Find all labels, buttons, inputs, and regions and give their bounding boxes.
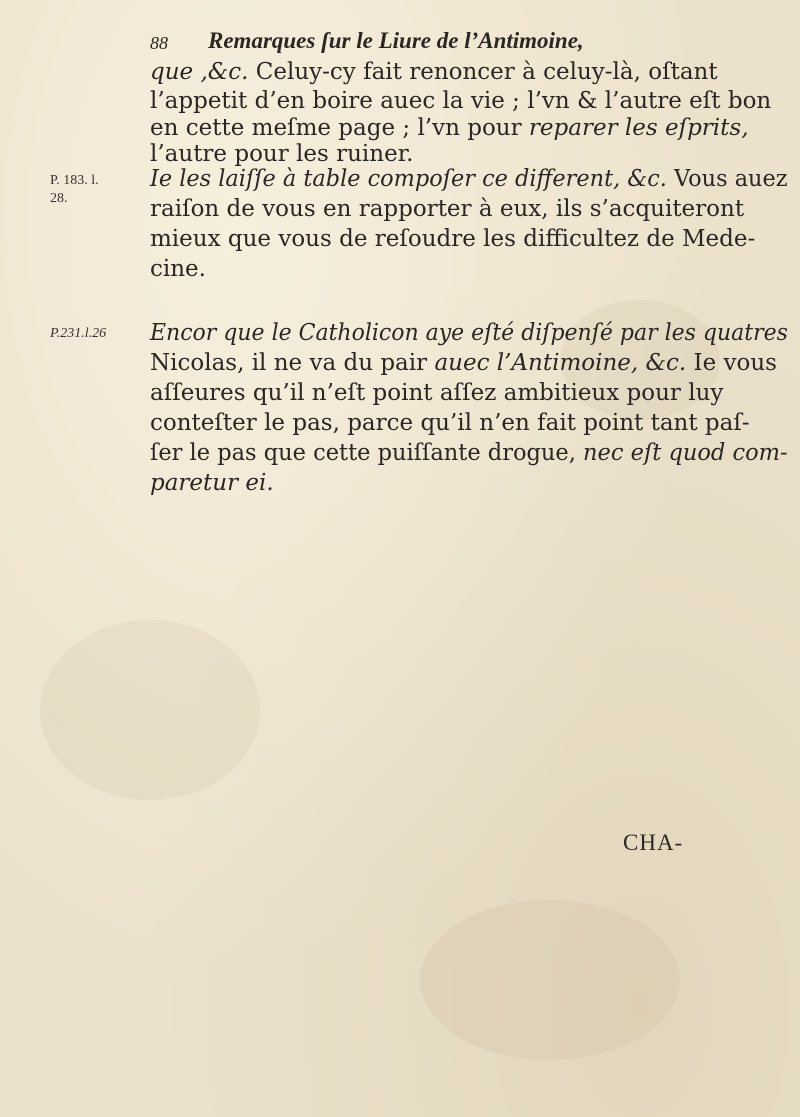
italic-segment: paretur ei. — [150, 470, 274, 496]
italic-segment: Ie les laiſſe à table compoſer ce different, &c. — [150, 166, 667, 192]
text-line — [150, 196, 744, 223]
text-line — [150, 59, 718, 86]
text-segment: mieux que vous de reſoudre les difficultez de Mede- — [150, 226, 756, 252]
italic-segment: nec eſt quod com- — [583, 440, 788, 466]
text-line — [150, 410, 750, 437]
text-line — [150, 141, 414, 168]
text-segment: cine. — [150, 256, 206, 282]
paper-stain — [40, 620, 260, 800]
italic-segment: Encor que le Catholicon aye eſté diſpenſé par les quatres — [150, 320, 788, 346]
text-segment: Nicolas, il ne va du pair — [150, 350, 435, 376]
text-segment: en cette meſme page ; l’vn pour — [150, 115, 529, 141]
text-segment: conteſter le pas, parce qu’il n’en fait point tant paſ- — [150, 410, 750, 436]
text-segment: Vous auez — [666, 166, 788, 192]
text-segment: ſer le pas que cette puiſſante drogue, — [150, 440, 584, 466]
text-segment: l’autre pour les ruiner. — [150, 141, 414, 167]
catchword: CHA- — [623, 830, 684, 855]
text-segment: Ie vous — [686, 350, 777, 376]
margin-note: P. 183. l. — [50, 173, 99, 188]
text-line — [150, 350, 777, 377]
margin-note: P.231.l.26 — [50, 326, 107, 341]
text-line — [150, 320, 788, 347]
text-line — [150, 380, 723, 407]
text-segment: raiſon de vous en rapporter à eux, ils s’acquiteront — [150, 196, 745, 222]
text-segment: aſſeures qu’il n’eſt point aſſez ambitieux pour luy — [150, 380, 724, 406]
italic-segment: auec l’Antimoine, &c. — [434, 350, 687, 376]
text-line — [150, 256, 206, 283]
italic-segment: que ,&c. — [150, 59, 249, 85]
margin-note: 28. — [50, 191, 68, 206]
running-head: Remarques ſur le Liure de l’Antimoine, — [208, 28, 584, 53]
text-line — [150, 470, 274, 497]
text-segment: Celuy-cy fait renoncer à celuy-là, oſtant — [248, 59, 718, 85]
paper-stain — [420, 900, 680, 1060]
text-line — [150, 440, 788, 467]
text-line — [150, 88, 771, 115]
text-line — [150, 115, 749, 142]
text-line — [150, 226, 755, 253]
page-number: 88 — [150, 33, 168, 53]
text-line — [150, 166, 788, 193]
italic-segment: reparer les eſprits, — [528, 115, 749, 141]
text-segment: l’appetit d’en boire auec la vie ; l’vn & l’autre eſt bon — [150, 88, 772, 114]
